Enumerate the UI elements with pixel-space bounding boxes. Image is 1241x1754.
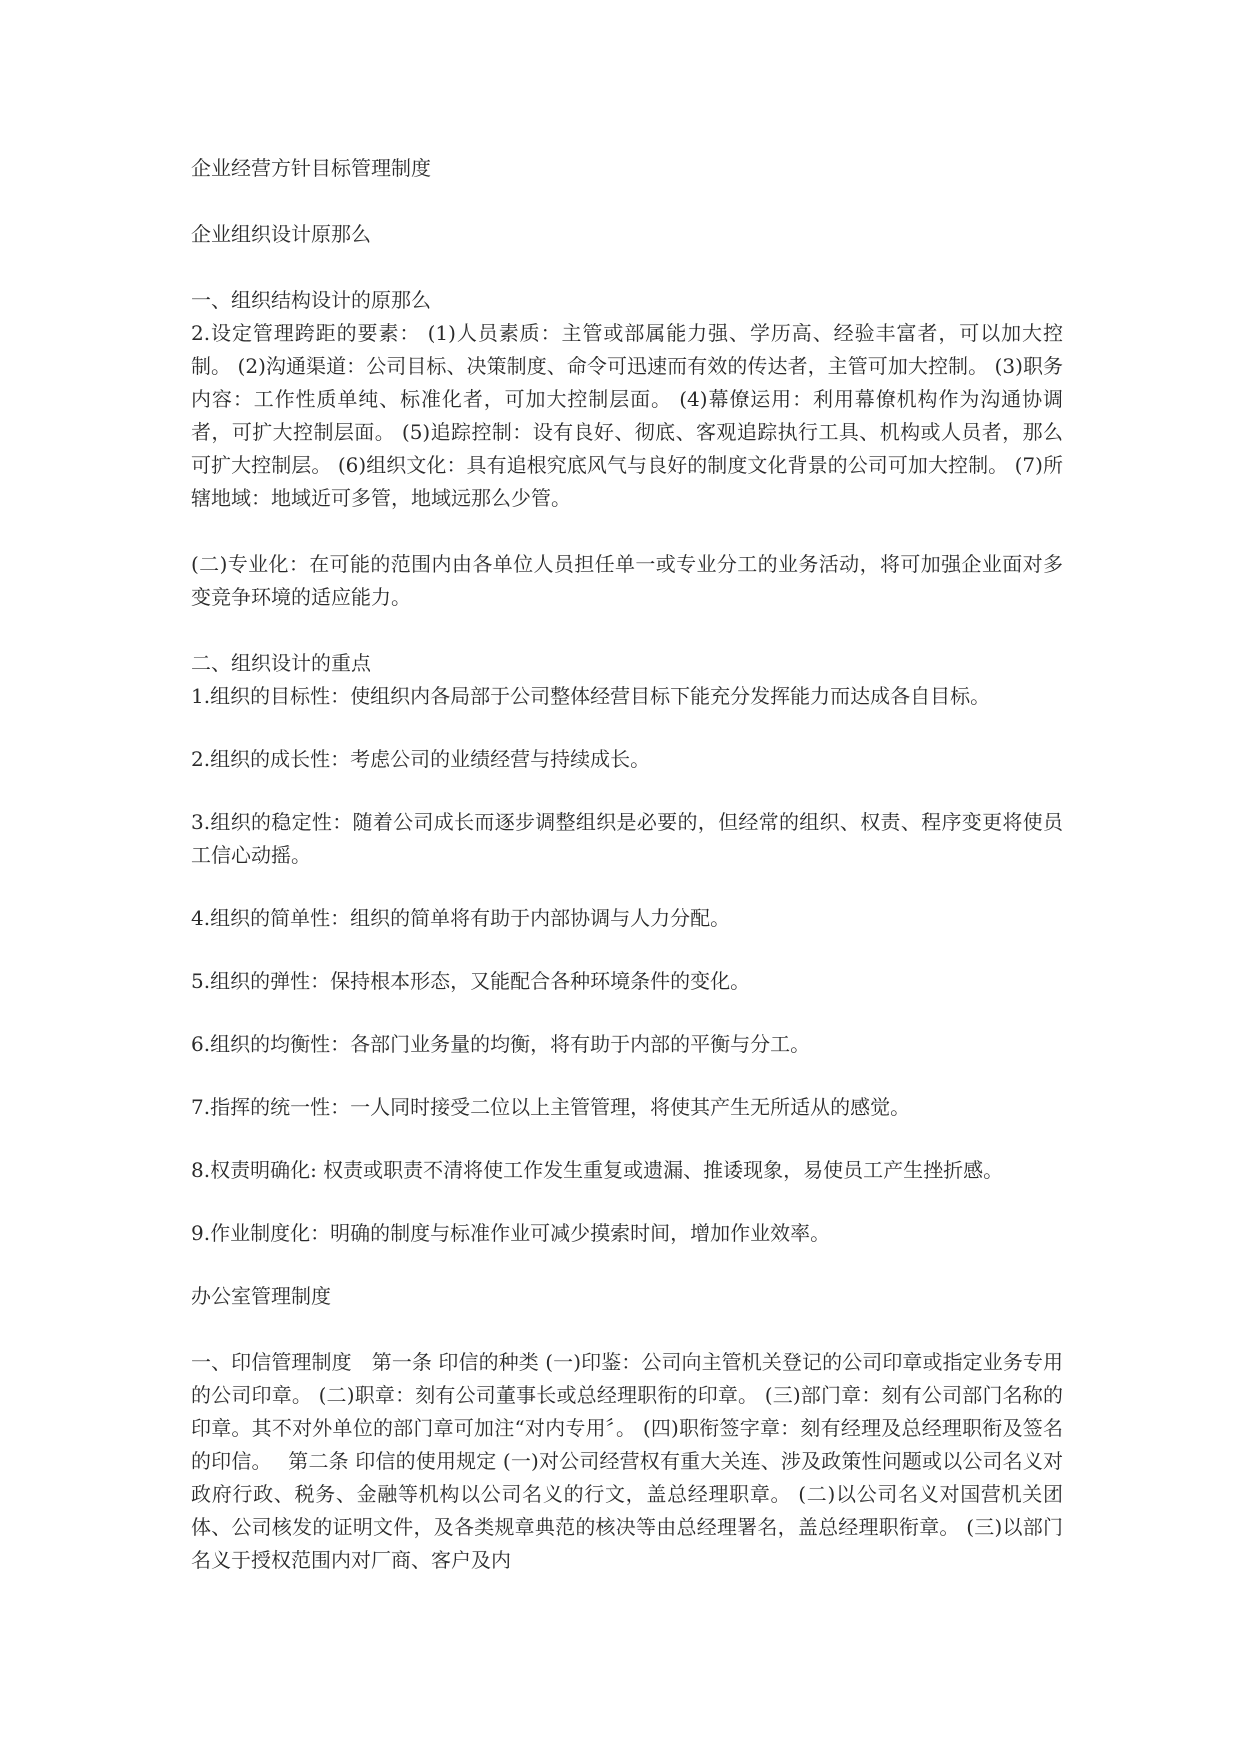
section2-item: 3.组织的稳定性：随着公司成长而逐步调整组织是必要的，但经常的组织、权责、程序变更将使员工信心动摇。 [191, 810, 1063, 867]
section2-item: 6.组织的均衡性：各部门业务量的均衡，将有助于内部的平衡与分工。 [191, 1032, 811, 1056]
section2-item: 1.组织的目标性：使组织内各局部于公司整体经营目标下能充分发挥能力而达成各自目标。 [191, 684, 991, 708]
document-title: 企业经营方针目标管理制度 [191, 156, 431, 180]
section1-paragraph-2: (二)专业化：在可能的范围内由各单位人员担任单一或专业分工的业务活动，将可加强企业面对多变竞争环境的适应能力。 [191, 552, 1063, 609]
section2-item: 2.组织的成长性：考虑公司的业绩经营与持续成长。 [191, 747, 651, 771]
document-body [191, 152, 1063, 1577]
section3-heading: 办公室管理制度 [191, 1284, 331, 1308]
section3-paragraph: 一、印信管理制度 第一条 印信的种类 (一)印鉴：公司向主管机关登记的公司印章或指定业务专用的公司印章。 (二)职章：刻有公司董事长或总经理职衔的印章。 (三)部门章：刻有公司部门名称的印章。其不对外单位的部门章可加注“对内专用〞。 (四)职衔签字章：刻有经理及总经理职衔及签名的印信。 第二条 印信的使用规定 (一)对公司经营权有重大关连、涉及政策性问题或以公司名义对政府行政、税务、金融等机构以公司名义的行文，盖总经理职章。 (二)以公司名义对国营机关团体、公司核发的证明文件，及各类规章典范的核决等由总经理署名，盖总经理职衔章。 (三)以部门名义于授权范围内对厂商、客户及内 [191, 1350, 1063, 1572]
section2-heading: 二、组织设计的重点 [191, 651, 371, 675]
section2-item: 8.权责明确化: 权责或职责不清将使工作发生重复或遗漏、推诿现象，易使员工产生挫折感。 [191, 1158, 1004, 1182]
section2-item: 4.组织的简单性：组织的简单将有助于内部协调与人力分配。 [191, 906, 731, 930]
section2-item: 5.组织的弹性：保持根本形态，又能配合各种环境条件的变化。 [191, 969, 751, 993]
section1-paragraph-1: 2.设定管理跨距的要素： (1)人员素质：主管或部属能力强、学历高、经验丰富者，可以加大控制。 (2)沟通渠道：公司目标、决策制度、命令可迅速而有效的传达者，主管可加大控制。 (3)职务内容：工作性质单纯、标准化者，可加大控制层面。 (4)幕僚运用：利用幕僚机构作为沟通协调者，可扩大控制层面。 (5)追踪控制：设有良好、彻底、客观追踪执行工具、机构或人员者，那么可扩大控制层。 (6)组织文化：具有追根究底风气与良好的制度文化背景的公司可加大控制。 (7)所辖地域：地域近可多管，地域远那么少管。 [191, 321, 1063, 510]
section2-item: 9.作业制度化：明确的制度与标准作业可减少摸索时间，增加作业效率。 [191, 1221, 831, 1245]
document-subtitle: 企业组织设计原那么 [191, 222, 371, 246]
section1-heading: 一、组织结构设计的原那么 [191, 288, 431, 312]
section2-item: 7.指挥的统一性：一人同时接受二位以上主管管理，将使其产生无所适从的感觉。 [191, 1095, 911, 1119]
